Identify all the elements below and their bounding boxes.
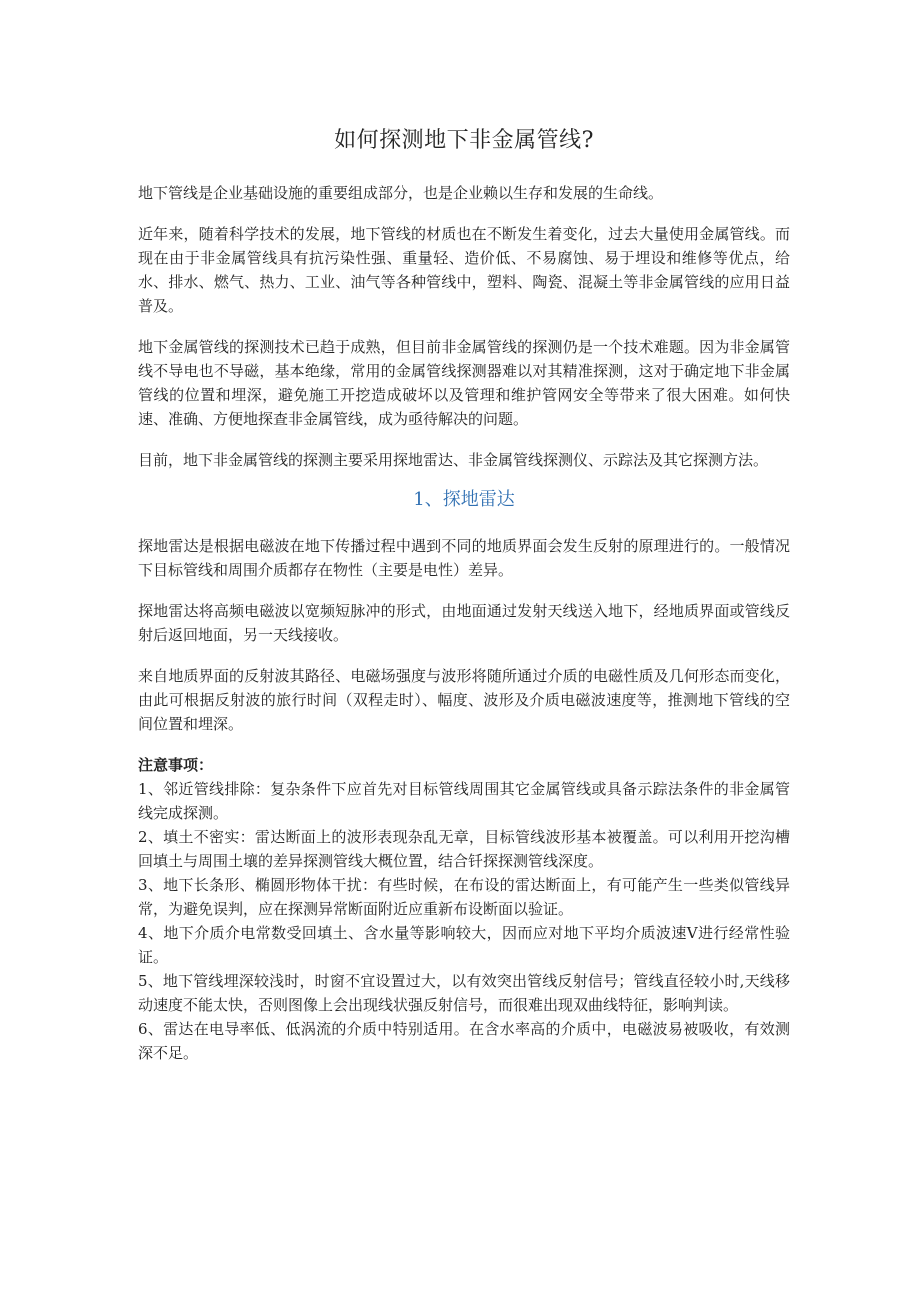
note-item: 1、邻近管线排除：复杂条件下应首先对目标管线周围其它金属管线或具备示踪法条件的非金属管线完成探测。 [138, 780, 790, 822]
material-change-paragraph: 近年来，随着科学技术的发展，地下管线的材质也在不断发生着变化，过去大量使用金属管线。而现在由于非金属管线具有抗污染性强、重量轻、造价低、不易腐蚀、易于埋设和维修等优点，给水、排水、燃气、热力、工业、油气等各种管线中，塑料、陶瓷、混凝土等非金属管线的应用日益普及。 [138, 225, 790, 315]
note-item: 4、地下介质介电常数受回填土、含水量等影响较大，因而应对地下平均介质波速V进行经常性验证。 [138, 924, 790, 966]
intro-paragraph: 地下管线是企业基础设施的重要组成部分，也是企业赖以生存和发展的生命线。 [138, 184, 664, 202]
detection-difficulty-paragraph: 地下金属管线的探测技术已趋于成熟，但目前非金属管线的探测仍是一个技术难题。因为非金属管线不导电也不导磁，基本绝缘，常用的金属管线探测器难以对其精准探测，这对于确定地下非金属管线的位置和埋深，避免施工开挖造成破坏以及管理和维护管网安全等带来了很大困难。如何快速、准确、方便地探查非金属管线，成为亟待解决的问题。 [138, 338, 790, 428]
notes-heading: 注意事项： [138, 756, 214, 774]
gpr-reflection-paragraph: 来自地质界面的反射波其路径、电磁场强度与波形将随所通过介质的电磁性质及几何形态而变化，由此可根据反射波的旅行时间（双程走时）、幅度、波形及介质电磁波速度等，推测地下管线的空间位置和埋深。 [138, 667, 790, 733]
note-item: 5、地下管线埋深较浅时，时窗不宜设置过大，以有效突出管线反射信号；管线直径较小时,天线移动速度不能太快，否则图像上会出现线状强反射信号，而很难出现双曲线特征，影响判读。 [138, 972, 790, 1014]
gpr-method-paragraph: 探地雷达将高频电磁波以宽频短脉冲的形式，由地面通过发射天线送入地下，经地质界面或管线反射后返回地面，另一天线接收。 [138, 602, 790, 644]
note-item: 2、填土不密实：雷达断面上的波形表现杂乱无章，目标管线波形基本被覆盖。可以利用开挖沟槽回填土与周围土壤的差异探测管线大概位置，结合钎探探测管线深度。 [138, 828, 790, 870]
notes-section [138, 753, 790, 1065]
note-item: 3、地下长条形、椭圆形物体干扰：有些时候，在布设的雷达断面上，有可能产生一些类似管线异常，为避免误判，应在探测异常断面附近应重新布设断面以验证。 [138, 876, 790, 918]
note-item: 6、雷达在电导率低、低涡流的介质中特别适用。在含水率高的介质中，电磁波易被吸收，有效测深不足。 [138, 1020, 790, 1062]
gpr-principle-paragraph: 探地雷达是根据电磁波在地下传播过程中遇到不同的地质界面会发生反射的原理进行的。一般情况下目标管线和周围介质都存在物性（主要是电性）差异。 [138, 537, 790, 579]
methods-overview-paragraph: 目前，地下非金属管线的探测主要采用探地雷达、非金属管线探测仪、示踪法及其它探测方法。 [138, 451, 769, 469]
section-heading-gpr: 1、探地雷达 [413, 489, 515, 510]
document-title: 如何探测地下非金属管线? [334, 128, 594, 153]
